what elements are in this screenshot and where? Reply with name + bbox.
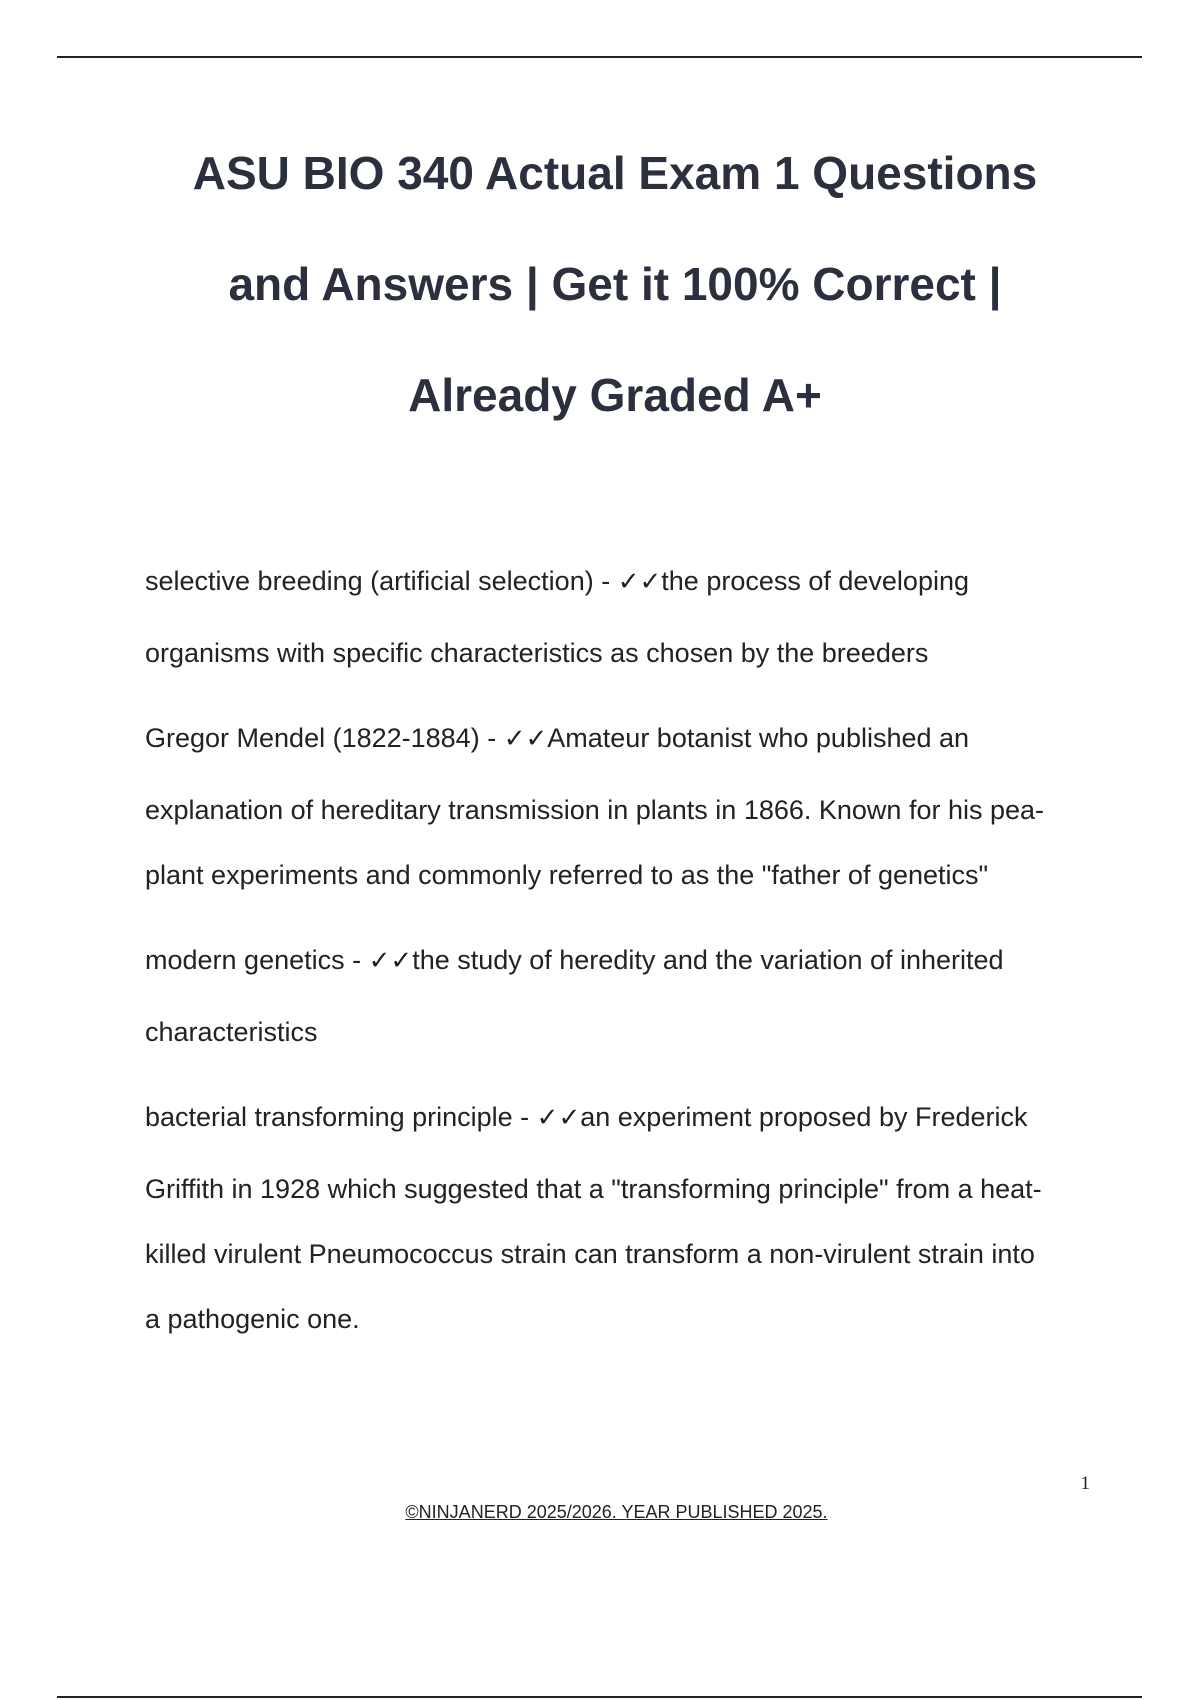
double-check-icon: ✓✓ [503,724,548,754]
entry-line [145,715,1095,787]
entry-definition-text: the process of developing [661,566,969,596]
entry-line: explanation of hereditary transmission in plants in 1866. Known for his pea- [145,795,1045,825]
title-line: ASU BIO 340 Actual Exam 1 Questions [192,147,1038,199]
qa-entries [145,558,1095,1361]
double-check-icon: ✓✓ [617,567,662,597]
double-check-icon: ✓✓ [368,946,413,976]
entry-term: modern genetics - [145,945,369,975]
top-rule [57,56,1142,58]
entry-line: killed virulent Pneumococcus strain can transform a non-virulent strain into [145,1239,1035,1269]
entry-definition-text: Amateur botanist who published an [547,723,970,753]
entry-line: a pathogenic one. [145,1304,360,1334]
qa-entry [145,937,1095,1094]
entry-line [145,558,1095,630]
entry-line: Griffith in 1928 which suggested that a "transforming principle" from a heat- [145,1174,1042,1204]
title-line: and Answers | Get it 100% Correct | [228,258,1002,310]
bottom-rule [57,1696,1142,1698]
page-number: 1 [1080,1473,1090,1494]
entry-term: bacterial transforming principle - [145,1102,537,1132]
entry-definition-text: an experiment proposed by Frederick [580,1102,1028,1132]
qa-entry [145,715,1095,937]
entry-line [145,1094,1095,1166]
entry-term: Gregor Mendel (1822-1884) - [145,723,504,753]
entry-definition-text: the study of heredity and the variation of inherited [412,945,1004,975]
entry-term: selective breeding (artificial selection) - [145,566,618,596]
document-title [110,118,1120,451]
qa-entry [145,558,1095,715]
entry-line: characteristics [145,1017,318,1047]
entry-line: organisms with specific characteristics as chosen by the breeders [145,638,929,668]
double-check-icon: ✓✓ [536,1103,581,1133]
entry-line [145,937,1095,1009]
entry-line: plant experiments and commonly referred to as the "father of genetics" [145,860,989,890]
qa-entry [145,1094,1095,1361]
copyright-footer: ©NINJANERD 2025/2026. YEAR PUBLISHED 2025. [405,1502,828,1522]
title-line: Already Graded A+ [408,369,822,421]
